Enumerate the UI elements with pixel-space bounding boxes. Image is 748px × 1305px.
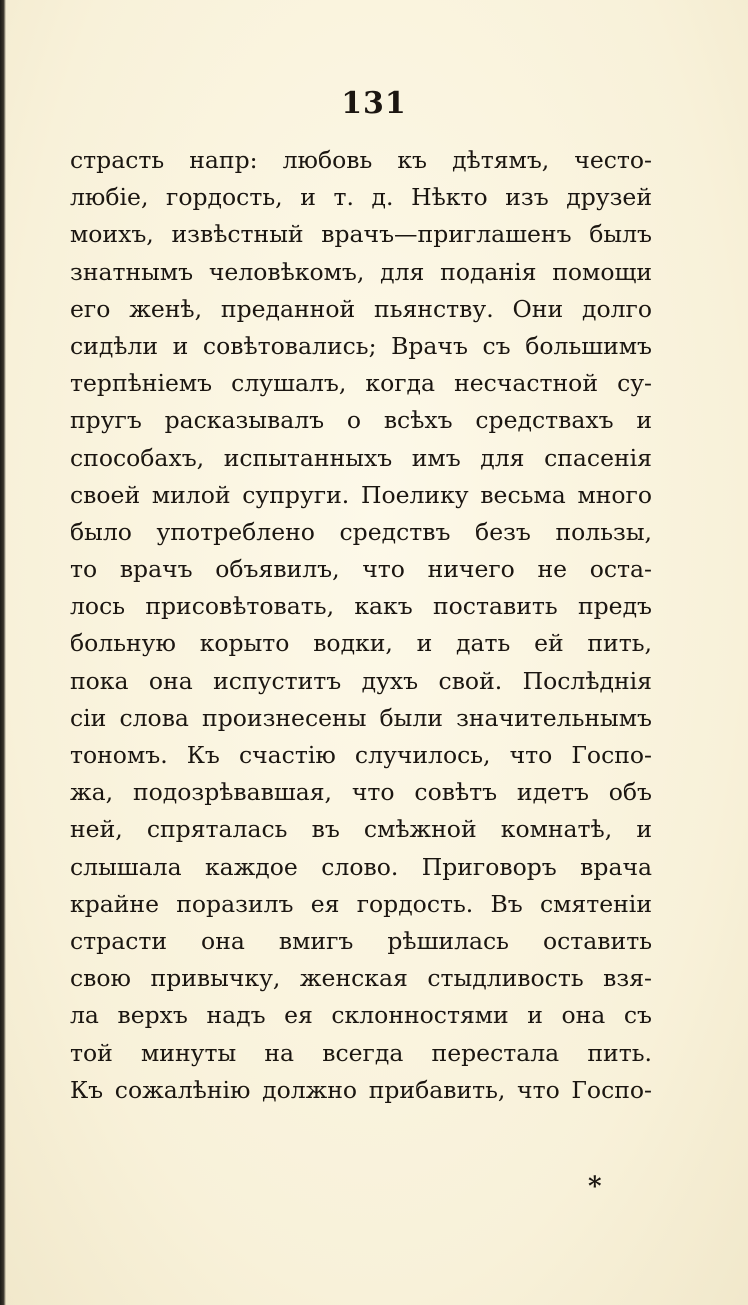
text-line: было употреблено средствъ безъ пользы, [70,517,652,546]
text-line: слышала каждое слово. Приговоръ врача [70,852,652,881]
text-line: ла верхъ надъ ея склонностями и она съ [70,1001,652,1030]
text-line: сидѣли и совѣтовались; Врачъ съ большимъ [70,331,652,360]
text-line: свою привычку, женская стыдливость взя- [70,964,652,993]
text-line: жа, подозрѣвавшая, что совѣтъ идетъ объ [70,778,652,807]
text-line: крайне поразилъ ея гордость. Въ смятеніи [70,889,652,918]
text-line: Къ сожалѣнію должно прибавить, что Госпо- [70,1075,652,1104]
text-line: его женѣ, преданной пьянству. Они долго [70,294,652,323]
text-line: то врачъ объявилъ, что ничего не оста- [70,555,652,584]
text-line: способахъ, испытанныхъ имъ для спасенія [70,443,652,472]
body-text [70,142,652,1109]
text-line: пока она испуститъ духъ свой. Послѣднія [70,666,652,695]
text-line: любіе, гордость, и т. д. Нѣкто изъ друзей [70,183,652,212]
text-line: тономъ. Къ счастію случилось, что Госпо- [70,741,652,769]
page-binding-edge [0,0,6,1305]
text-line: больную корыто водки, и дать ей пить, [70,629,652,658]
text-line: лось присовѣтовать, какъ поставить предъ [70,592,652,621]
text-line: своей милой супруги. Поелику весьма много [70,480,652,509]
text-line: моихъ, извѣстный врачъ—приглашенъ былъ [70,220,652,249]
text-line: страсть напр: любовь къ дѣтямъ, често- [70,146,652,174]
page-number: 131 [341,86,407,121]
text-line: пругъ расказывалъ о всѣхъ средствахъ и [70,406,652,435]
signature-mark: * [588,1172,602,1202]
text-line: терпѣніемъ слушалъ, когда несчастной су- [70,369,652,398]
text-line: страсти она вмигъ рѣшилась оставить [70,926,652,955]
text-line: ней, спряталась въ смѣжной комнатѣ, и [70,815,652,844]
text-line: той минуты на всегда перестала пить. [70,1038,652,1067]
text-line: знатнымъ человѣкомъ, для поданія помощи [70,257,652,286]
text-line: сіи слова произнесены были значительнымъ [70,703,652,732]
